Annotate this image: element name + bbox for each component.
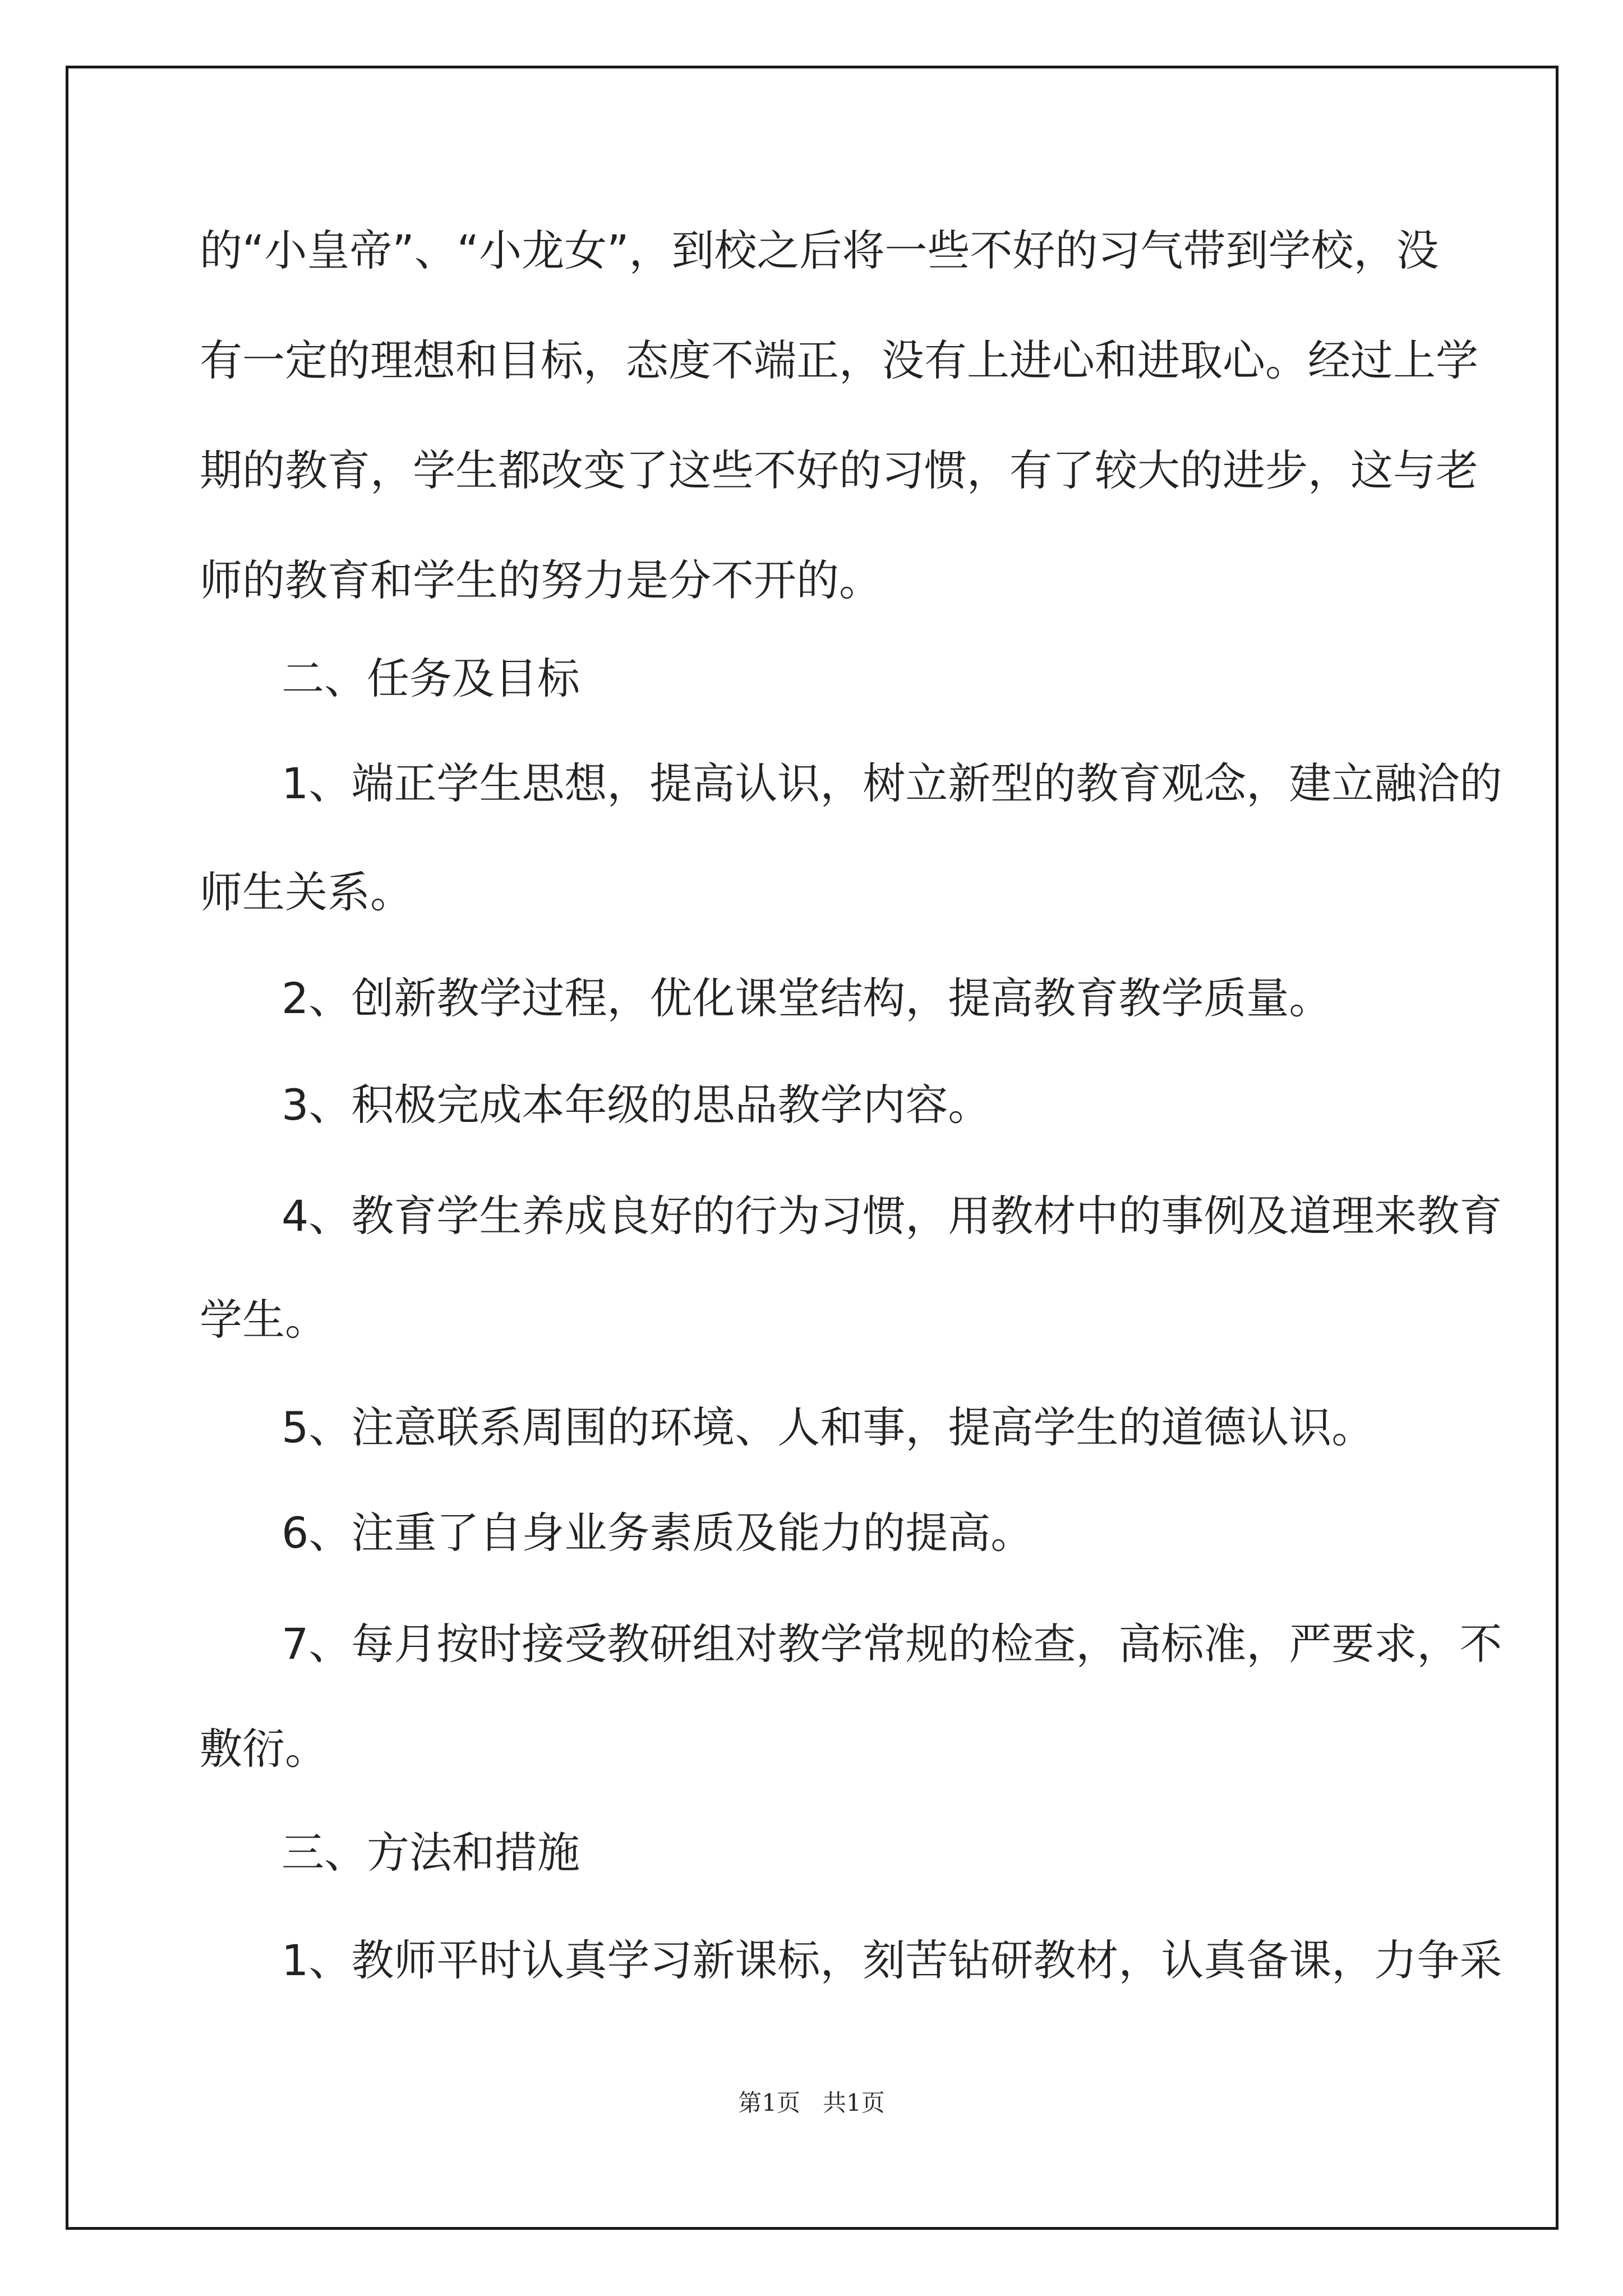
- section-heading: 三、方法和措施: [282, 1828, 580, 1878]
- list-item-line: 7、每月按时接受教研组对教学常规的检查，高标准，严要求，不: [282, 1619, 1502, 1669]
- body-text-line: 的“小皇帝”、“小龙女”，到校之后将一些不好的习气带到学校，没: [200, 226, 1439, 275]
- page-border: [66, 66, 1559, 2230]
- list-item-line: 5、注意联系周围的环境、人和事，提高学生的道德认识。: [282, 1402, 1375, 1452]
- list-item-line: 师生关系。: [200, 867, 413, 917]
- body-text-line: 期的教育，学生都改变了这些不好的习惯，有了较大的进步，这与老: [200, 445, 1478, 495]
- body-text-line: 师的教育和学生的努力是分不开的。: [200, 555, 882, 605]
- list-item-line: 学生。: [200, 1295, 328, 1345]
- section-heading: 二、任务及目标: [282, 654, 580, 703]
- list-item-line: 1、教师平时认真学习新课标，刻苦钻研教材，认真备课，力争采: [282, 1935, 1502, 1985]
- list-item-line: 敷衍。: [200, 1724, 328, 1774]
- body-text-line: 有一定的理想和目标，态度不端正，没有上进心和进取心。经过上学: [200, 335, 1478, 385]
- list-item-line: 1、端正学生思想，提高认识，树立新型的教育观念，建立融洽的: [282, 758, 1502, 808]
- list-item-line: 3、积极完成本年级的思品教学内容。: [282, 1080, 991, 1130]
- page-footer: 第1页 共1页: [738, 2089, 885, 2116]
- list-item-line: 4、教育学生养成良好的行为习惯，用教材中的事例及道理来教育: [282, 1191, 1502, 1241]
- list-item-line: 6、注重了自身业务素质及能力的提高。: [282, 1508, 1034, 1558]
- list-item-line: 2、创新教学过程，优化课堂结构，提高教育教学质量。: [282, 973, 1332, 1023]
